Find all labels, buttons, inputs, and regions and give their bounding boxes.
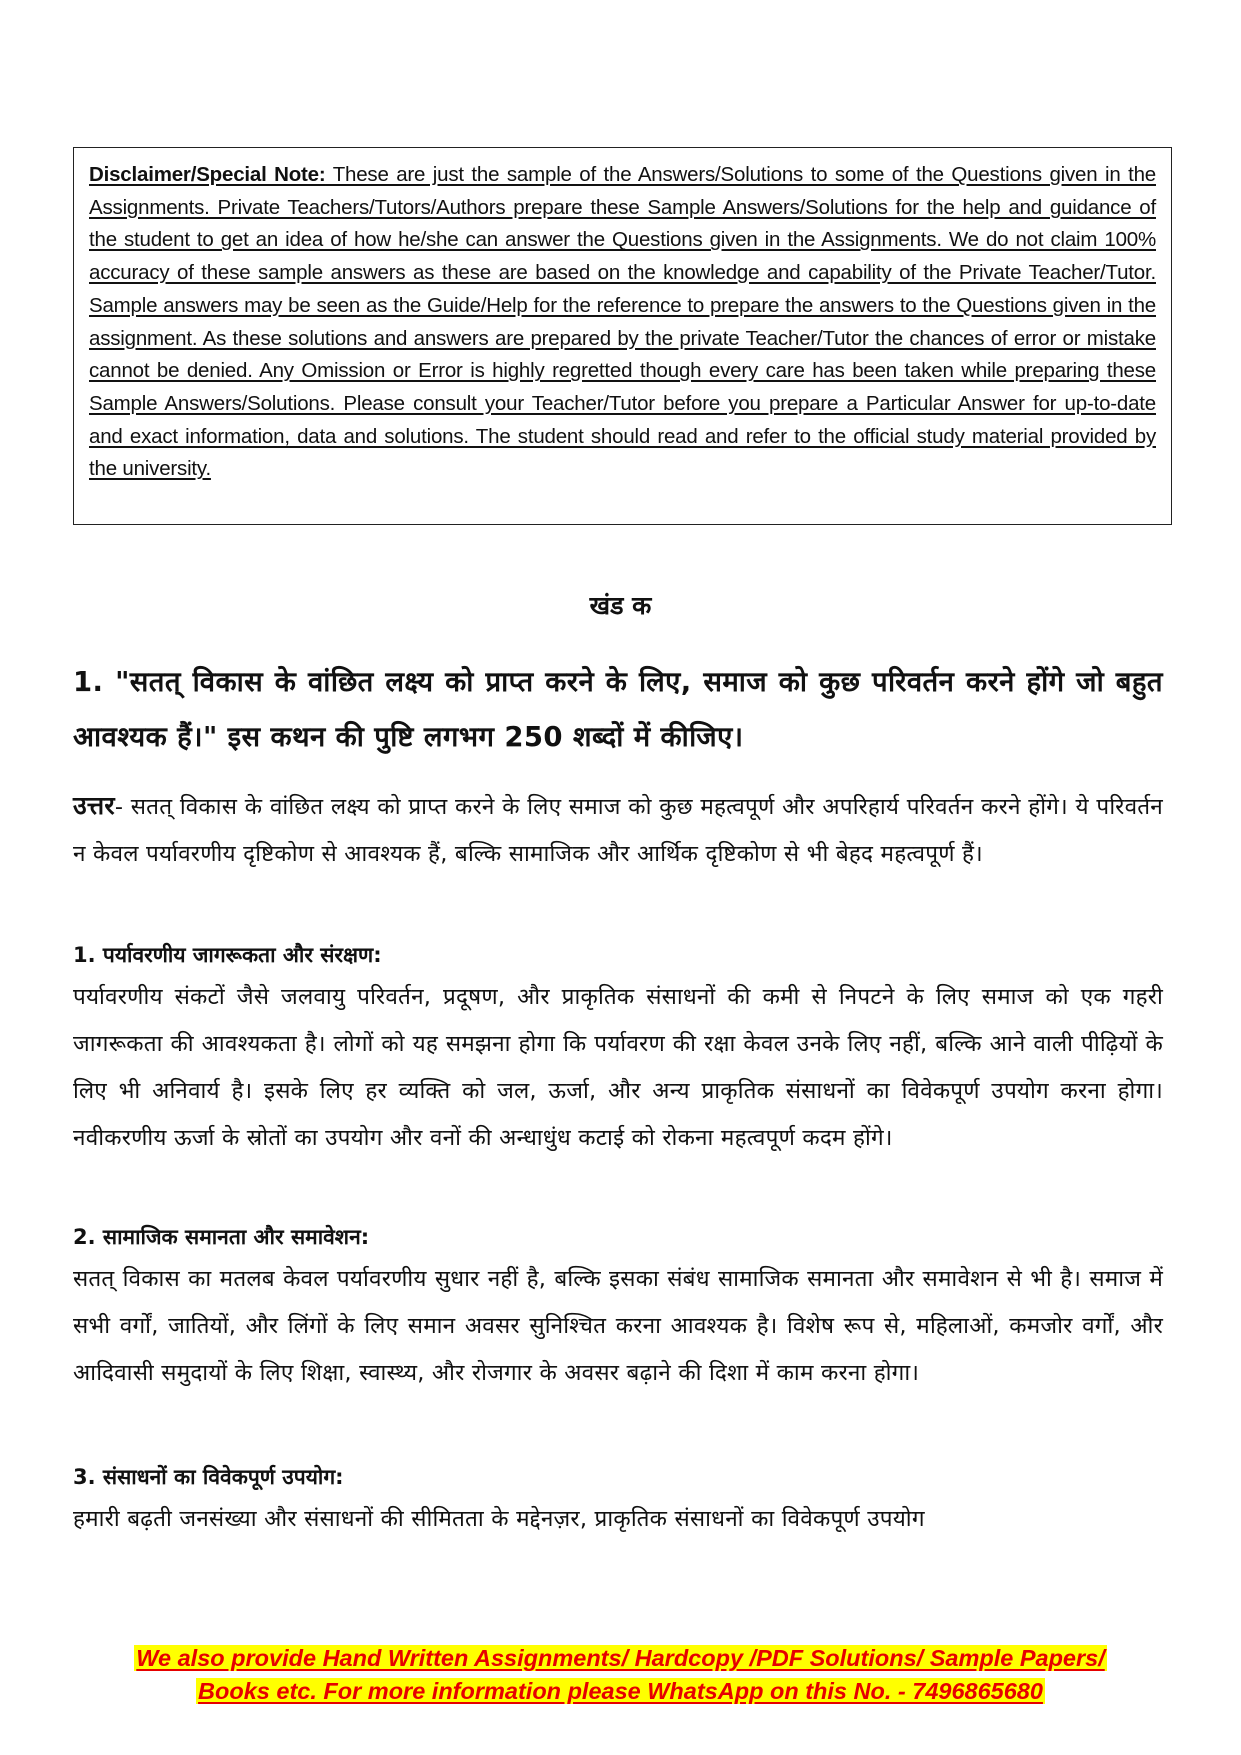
section-heading: 3. संसाधनों का विवेकपूर्ण उपयोग: [73,1465,344,1489]
answer-section-2 [73,1222,1163,1397]
disclaimer-lead: Disclaimer/Special Note: [89,163,326,186]
section-heading: 1. पर्यावरणीय जागरूकता और संरक्षण: [73,943,382,967]
footer-promo-banner [0,1642,1241,1708]
section-title: खंड क [589,591,652,620]
disclaimer-box [73,147,1172,525]
answer-section-3 [73,1462,1163,1543]
disclaimer-text [89,159,1156,486]
section-heading: 2. सामाजिक समानता और समावेशन: [73,1225,370,1249]
banner-line-2: Books etc. For more information please WhatsApp on this No. - 7496865680 [198,1678,1043,1704]
answer-intro-text: - सतत् विकास के वांछित लक्ष्य को प्राप्त करने के लिए समाज को कुछ महत्वपूर्ण और अपरिहार्य परिवर्तन करने होंगे। ये परिवर्तन न केवल पर्यावरणीय दृष्टिकोण से आवश्यक हैं, बल्कि सामाजिक और आर्थिक दृष्टिकोण से भी बेहद महत्वपूर्ण हैं। [73,794,1163,867]
answer-intro-paragraph [73,782,1163,878]
disclaimer-body: These are just the sample of the Answers/Solutions to some of the Questions given in the Assignments. Private Teachers/Tutors/Authors prepare these Sample Answers/Solutions for the help and guidance of the student to get an idea of how he/she can answer the Questions given in the Assignments. We do not claim 100% accuracy of these sample answers as these are based on the knowledge and capability of the Private Teacher/Tutor. Sample answers may be seen as the Guide/Help for the reference to prepare the answers to the Questions given in the assignment. As these solutions and answers are prepared by the private Teacher/Tutor the chances of error or mistake cannot be denied. Any Omission or Error is highly regretted though every care has been taken while preparing these Sample Answers/Solutions. Please consult your Teacher/Tutor before you prepare a Particular Answer for up-to-date and exact information, data and solutions. The student should read and refer to the official study material provided by the university. [89,163,1156,481]
banner-line-1: We also provide Hand Written Assignments/ Hardcopy /PDF Solutions/ Sample Papers/ [136,1645,1105,1671]
answer-section-1 [73,940,1163,1162]
section-body: पर्यावरणीय संकटों जैसे जलवायु परिवर्तन, प्रदूषण, और प्राकृतिक संसाधनों की कमी से निपटने के लिए समाज को एक गहरी जागरूकता की आवश्यकता है। लोगों को यह समझना होगा कि पर्यावरण की रक्षा केवल उनके लिए नहीं, बल्कि आने वाली पीढ़ियों के लिए भी अनिवार्य है। इसके लिए हर व्यक्ति को जल, ऊर्जा, और अन्य प्राकृतिक संसाधनों का विवेकपूर्ण उपयोग करना होगा। नवीकरणीय ऊर्जा के स्रोतों का उपयोग और वनों की अन्धाधुंध कटाई को रोकना महत्वपूर्ण कदम होंगे। [73,984,1163,1151]
answer-intro [73,782,1163,878]
section-body: सतत् विकास का मतलब केवल पर्यावरणीय सुधार नहीं है, बल्कि इसका संबंध सामाजिक समानता और समावेशन से भी है। समाज में सभी वर्गों, जातियों, और लिंगों के लिए समान अवसर सुनिश्चित करना आवश्यक है। विशेष रूप से, महिलाओं, कमजोर वर्गों, और आदिवासी समुदायों के लिए शिक्षा, स्वास्थ्य, और रोजगार के अवसर बढ़ाने की दिशा में काम करना होगा। [73,1266,1163,1386]
answer-label: उत्तर [73,791,115,820]
section-body: हमारी बढ़ती जनसंख्या और संसाधनों की सीमितता के मद्देनज़र, प्राकृतिक संसाधनों का विवेकपूर्ण उपयोग [73,1506,925,1532]
question-text: 1. "सतत् विकास के वांछित लक्ष्य को प्राप्त करने के लिए, समाज को कुछ परिवर्तन करने होंगे जो बहुत आवश्यक हैं।" इस कथन की पुष्टि लगभग 250 शब्दों में कीजिए। [73,666,1163,753]
